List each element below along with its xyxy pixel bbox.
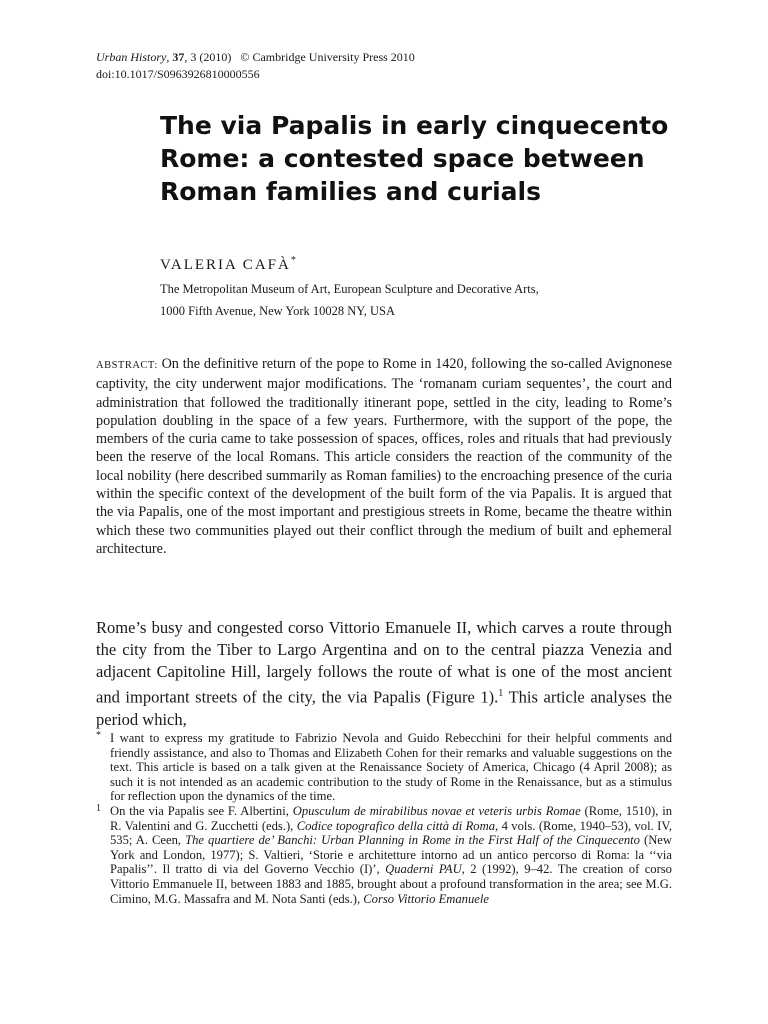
- footnote-1-italic: Quaderni PAU: [385, 862, 462, 877]
- journal-issue: , 3 (2010): [184, 50, 232, 64]
- footnotes: [96, 731, 672, 906]
- doi[interactable]: doi:10.1017/S0963926810000556: [96, 67, 260, 81]
- footnote-1-seg: , 4 vols. (Rome, 1940–53), vol. IV, 535; A. Ceen,: [110, 818, 672, 848]
- citation-line: Urban History, 37, 3 (2010) © Cambridge University Press 2010: [96, 50, 415, 64]
- footnote-1-seg: (New York and London, 1977); S. Valtieri, ‘Storie e architetture intorno ad un antico percorso di Roma: la ‘‘via Papalis’’. Il tratto di via del Governo Vecchio (I)’,: [110, 833, 672, 877]
- footnote-star-text: I want to express my gratitude to Fabrizio Nevola and Guido Rebecchini for their helpful comments and friendly assistance, and also to Thomas and Elizabeth Cohen for their remarks and valuable suggestions on the text. This article is based on a talk given at the Renaissance Society of America, Chicago (4 April 2008); as such it is not intended as an academic contribution to the study of Rome in the Renaissance, but as a stimulus for reflection upon the dynamics of the time.: [110, 731, 672, 804]
- author-name: [160, 255, 296, 274]
- footnote-1-italic: Opusculum de mirabilibus novae et veteris urbis Romae: [292, 803, 581, 818]
- affiliation-line-2: 1000 Fifth Avenue, New York 10028 NY, USA: [160, 304, 395, 318]
- abstract-text: On the definitive return of the pope to Rome in 1420, following the so-called Avignonese captivity, the city underwent major modifications. The ‘romanam curiam sequentes’, the court and administration that followed the traditionally itinerant pope, settled in the city, leading to Rome’s population doubling in the space of a few years. Furthermore, with the support of the pope, the members of the curia came to take possession of spaces, offices, roles and rituals that had previously been the reserve of the local Romans. This article considers the reaction of the community of the local nobility (here described summarily as Roman families) to the encroaching presence of the curia within the specific context of the development of the built form of the via Papalis. It is argued that the via Papalis, one of the most important and prestigious streets in Rome, became the theatre within which these two communities played out their conflict through the medium of built and ephemeral architecture.: [96, 356, 673, 557]
- article-title: The via Papalis in early cinquecento Rome: a contested space between Roman families and curials: [160, 111, 669, 206]
- body-text-start: Rome’s busy and congested corso Vittorio Emanuele II, which carves a route through the city from the Tiber to Largo Argentina and on to the central piazza Venezia and adjacent Capitoline Hill, largely follows the route of what is one of the most ancient and important streets of the city, the via Papalis (Figure 1).: [96, 618, 672, 707]
- copyright-notice: © Cambridge University Press 2010: [240, 50, 415, 64]
- journal-header: [96, 49, 415, 83]
- affiliation-line-1: The Metropolitan Museum of Art, European Sculpture and Decorative Arts,: [160, 282, 539, 296]
- footnote-1-italic: Codice topografico della città di Roma: [296, 818, 495, 833]
- journal-volume: 37: [172, 50, 185, 64]
- author-footnote-mark[interactable]: *: [290, 255, 296, 266]
- author-affiliation: [160, 278, 680, 322]
- footnote-1: [96, 804, 672, 906]
- footnote-1-mark: 1: [96, 802, 101, 814]
- footnote-1-italic: Corso Vittorio Emanuele: [363, 891, 489, 906]
- footnote-1-seg: , 2 (1992), 9–42. The creation of corso Vittorio Emmanuele II, between 1883 and 1885, brought about a profound transformation in the area; see M.G. Cimino, M.G. Massafra and M. Nota Santi (eds.),: [110, 862, 672, 906]
- body-text-end: This article analyses the period which,: [96, 687, 672, 729]
- abstract-label: ABSTRACT:: [96, 360, 158, 371]
- author-name-text: VALERIA CAFÀ: [160, 257, 291, 273]
- footnote-1-seg: On the via Papalis see F. Albertini,: [110, 803, 293, 818]
- footnote-ref-1[interactable]: 1: [498, 688, 504, 699]
- body-paragraph: [96, 617, 672, 731]
- footnote-star-mark: *: [96, 730, 101, 741]
- journal-name: Urban History: [96, 50, 167, 64]
- footnote-1-italic: The quartiere de’ Banchi: Urban Planning in Rome in the First Half of the Cinquecento: [185, 833, 640, 848]
- footnote-1-seg: (Rome, 1510), in R. Valentini and G. Zucchetti (eds.),: [110, 803, 673, 833]
- abstract: [96, 355, 672, 558]
- footnote-star: [96, 731, 672, 804]
